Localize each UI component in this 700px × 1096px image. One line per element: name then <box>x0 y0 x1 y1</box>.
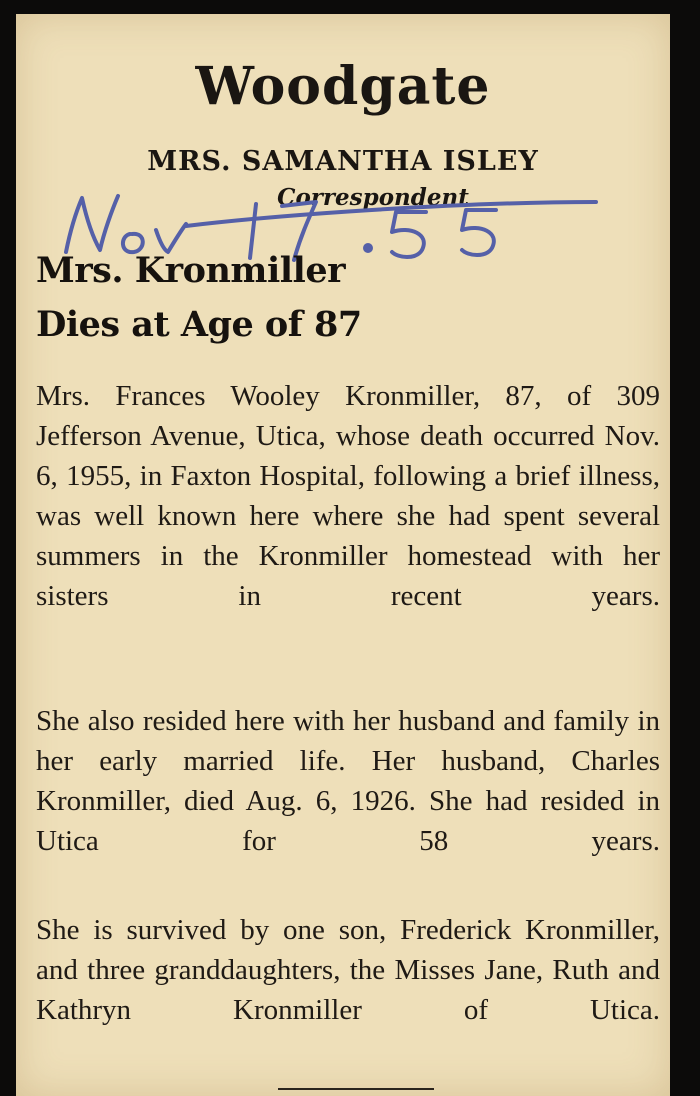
article-paragraph-2: She also resided here with her husband and family in her early married life. Her husband, Charles Kronmiller, died Aug. 6, 1926. She had resided in Utica for 58 years. <box>36 705 660 857</box>
article-paragraph-1: Mrs. Frances Wooley Kronmiller, 87, of 309 Jefferson Avenue, Utica, whose death occurred Nov. 6, 1955, in Faxton Hospital, following a brief illness, was well known here where she had spent several summers in the Kronmiller homestead with her sisters in recent years. <box>36 380 660 612</box>
end-rule <box>278 1088 434 1090</box>
newspaper-clipping <box>16 14 670 1096</box>
masthead: Woodgate <box>195 56 491 117</box>
correspondent-name: MRS. SAMANTHA ISLEY <box>147 146 539 177</box>
headline-line-2: Dies at Age of 87 <box>36 304 362 345</box>
correspondent-role: Correspondent <box>277 184 469 211</box>
article-paragraph-3: She is survived by one son, Frederick Kronmiller, and three granddaughters, the Misses Jane, Ruth and Kathryn Kronmiller of Utica. <box>36 914 660 1026</box>
headline-line-1: Mrs. Kronmiller <box>36 250 346 291</box>
